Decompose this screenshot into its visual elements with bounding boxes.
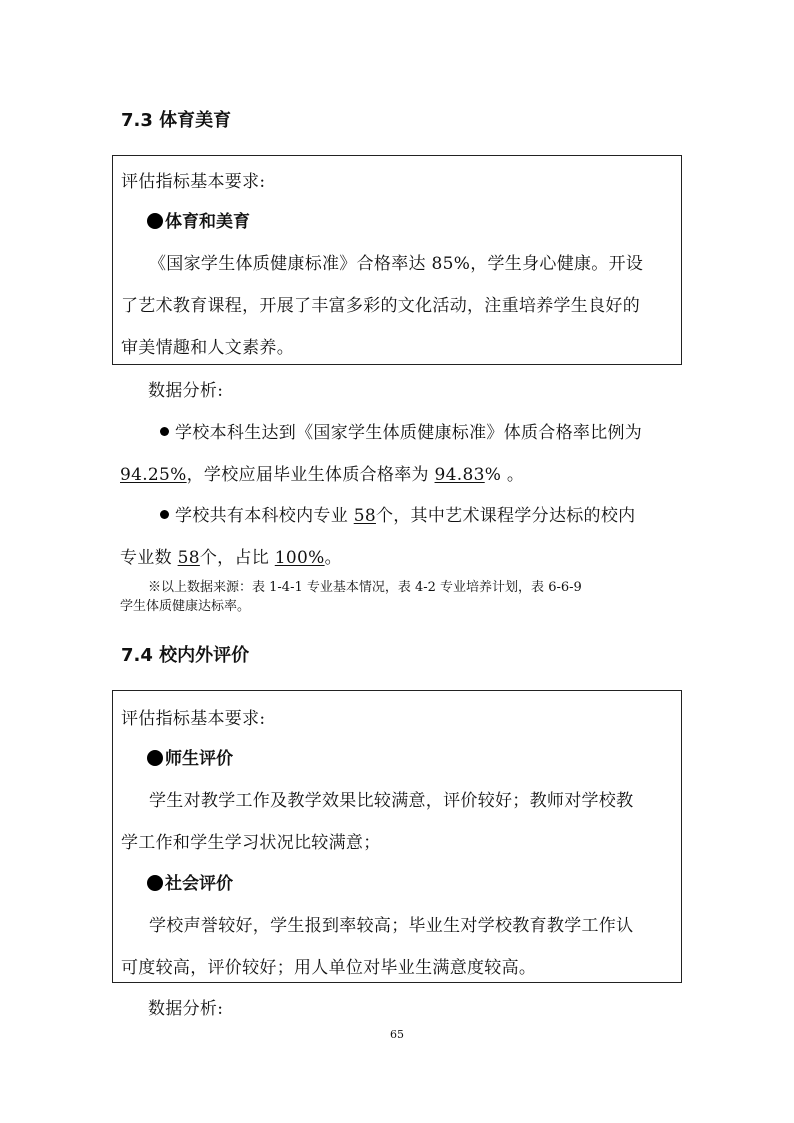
box-line-2: 学工作和学生学习状况比较满意； xyxy=(121,833,381,853)
bullet-icon xyxy=(147,750,163,766)
requirements-box-7-3 xyxy=(112,155,682,365)
subheading-social-eval: 社会评价 xyxy=(147,869,233,894)
analysis-item-1-line-1: 学校本科生达到《国家学生体质健康标准》体质合格率比例为 xyxy=(160,418,642,443)
box-line-2: 了艺术教育课程，开展了丰富多彩的文化活动，注重培养学生良好的 xyxy=(121,296,640,316)
box-line-4: 可度较高，评价较好；用人单位对毕业生满意度较高。 xyxy=(121,958,537,978)
bullet-icon xyxy=(160,510,169,519)
section-7-3-title: 7.3 体育美育 xyxy=(121,110,232,131)
box-line-3: 学校声誉较好，学生报到率较高；毕业生对学校教育教学工作认 xyxy=(149,916,634,936)
analysis-item-2-line-1: 学校共有本科校内专业 58个，其中艺术课程学分达标的校内 xyxy=(160,501,635,526)
bullet-icon xyxy=(147,875,163,891)
analysis-item-2-line-2: 专业数 58个，占比 100%。 xyxy=(120,548,342,568)
box-intro: 评估指标基本要求: xyxy=(121,172,266,192)
analysis-label-7-3: 数据分析: xyxy=(148,381,224,401)
source-note-line-1: ※以上数据来源：表 1-4-1 专业基本情况，表 4-2 专业培养计划，表 6-6-9 xyxy=(148,580,582,595)
box-line-1: 学生对教学工作及教学效果比较满意，评价较好；教师对学校教 xyxy=(149,791,634,811)
requirements-box-7-4 xyxy=(112,690,682,983)
box-intro: 评估指标基本要求: xyxy=(121,709,266,729)
bullet-icon xyxy=(147,213,163,229)
subheading-teacher-student-eval: 师生评价 xyxy=(147,744,233,769)
box-line-1: 《国家学生体质健康标准》合格率达 85%，学生身心健康。开设 xyxy=(149,254,644,274)
section-7-4-title: 7.4 校内外评价 xyxy=(121,645,250,666)
box-line-3: 审美情趣和人文素养。 xyxy=(121,338,294,358)
subheading-sports-arts: 体育和美育 xyxy=(147,207,250,232)
source-note-line-2: 学生体质健康达标率。 xyxy=(120,599,251,614)
analysis-label-7-4: 数据分析: xyxy=(148,999,224,1019)
page-number: 65 xyxy=(390,1028,404,1041)
analysis-item-1-line-2: 94.25%，学校应届毕业生体质合格率为 94.83% 。 xyxy=(120,465,525,485)
bullet-icon xyxy=(160,427,169,436)
